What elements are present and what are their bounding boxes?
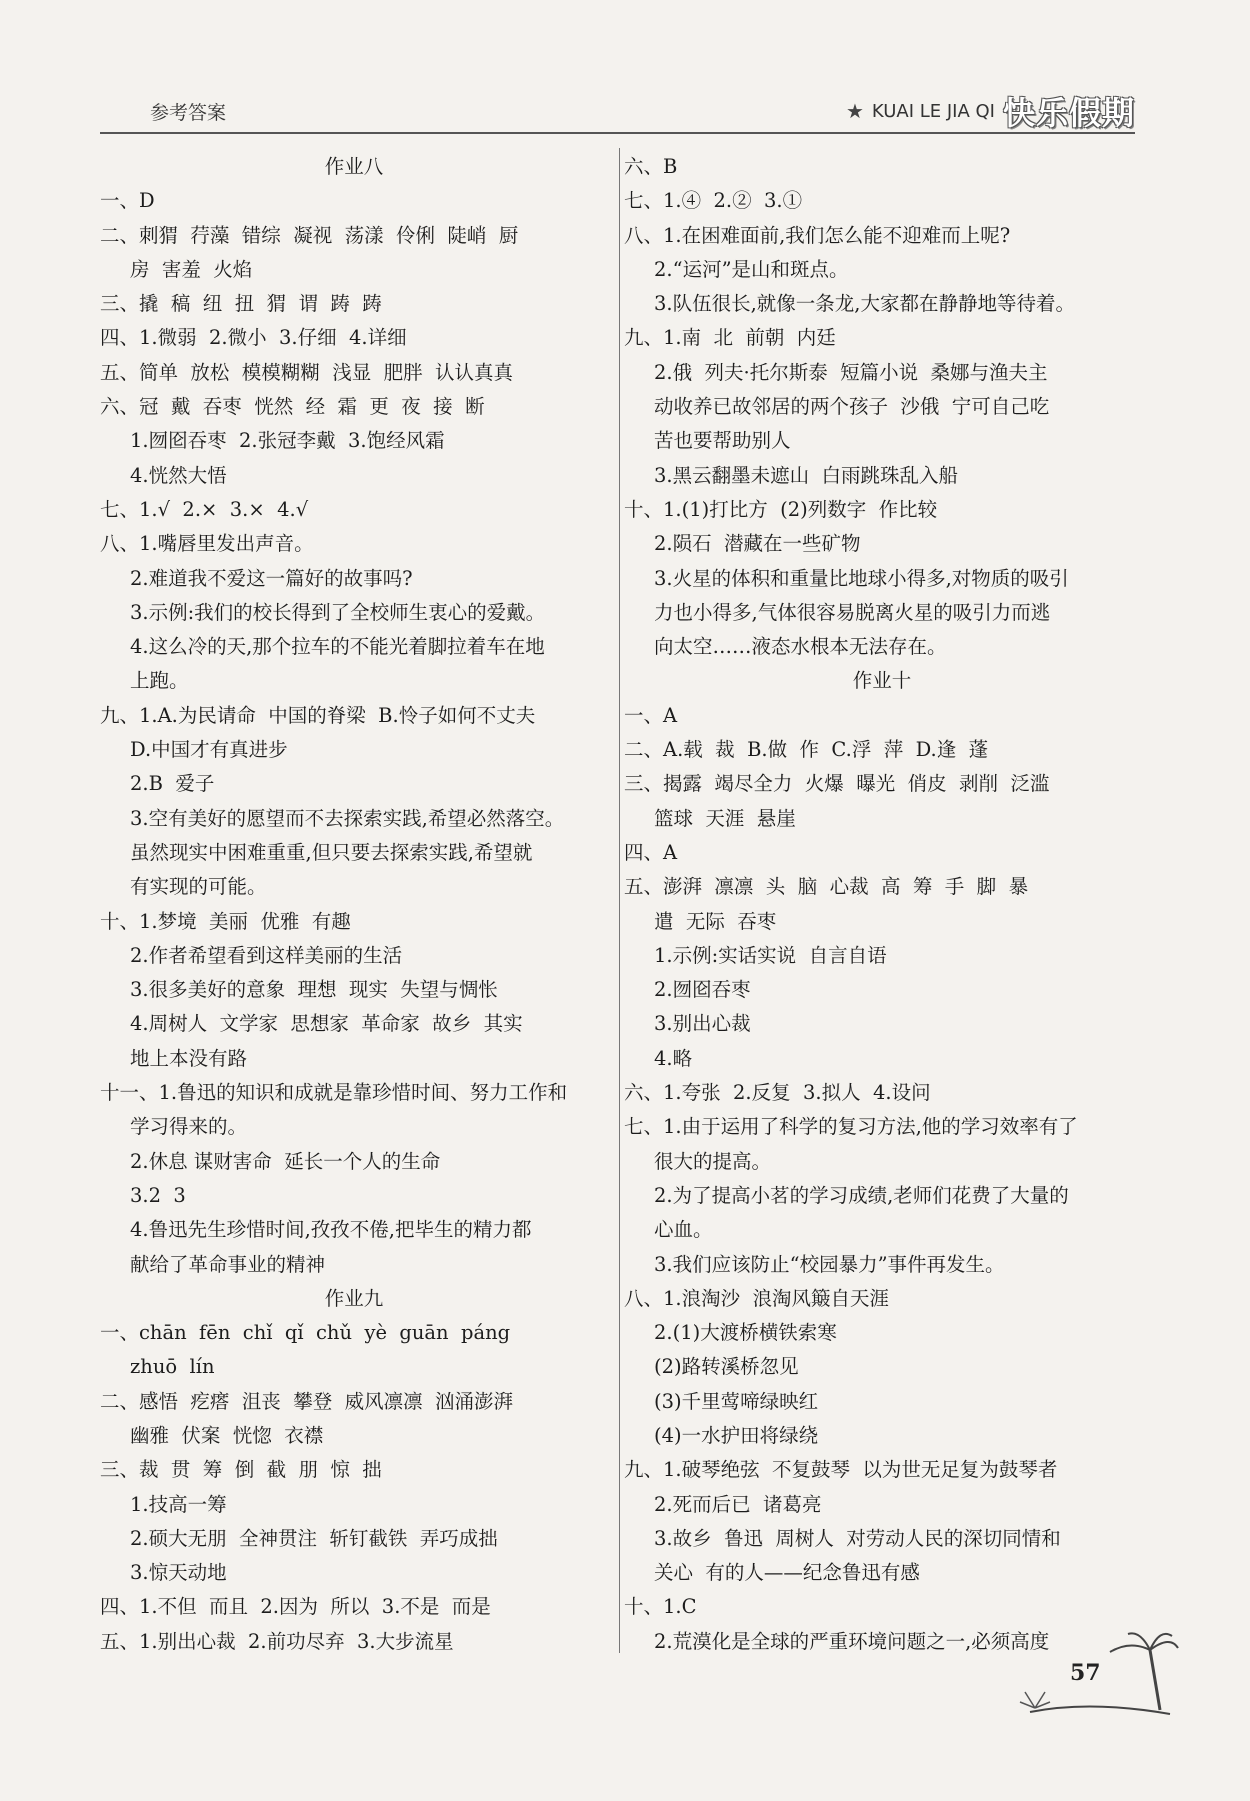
answer-line: 六、冠 戴 吞枣 恍然 经 霜 更 夜 接 断	[100, 395, 485, 419]
answer-line: 4.周树人 文学家 思想家 革命家 故乡 其实	[130, 1012, 523, 1036]
answer-line: 3.惊天动地	[130, 1561, 227, 1585]
answer-line: 3.空有美好的愿望而不去探索实践,希望必然落空。	[130, 806, 565, 830]
answer-line: 九、1.A.为民请命 中国的脊梁 B.怜子如何不丈夫	[100, 703, 536, 727]
answer-line: 十、1.(1)打比方 (2)列数字 作比较	[624, 497, 938, 521]
answer-line: 九、1.破琴绝弦 不复鼓琴 以为世无足复为鼓琴者	[624, 1458, 1058, 1482]
answer-line: 五、简单 放松 模模糊糊 浅显 肥胖 认认真真	[100, 360, 513, 384]
answer-line: 4.这么冷的天,那个拉车的不能光着脚拉着车在地	[130, 635, 545, 659]
answer-line: 十、1.梦境 美丽 优雅 有趣	[100, 909, 351, 933]
answer-line: zhuō lín	[130, 1355, 215, 1379]
answer-line: (4)一水护田将绿绕	[654, 1423, 819, 1447]
answer-line: 一、A	[624, 703, 678, 727]
answer-line: 一、chān fēn chǐ qǐ chǔ yè guān páng	[100, 1321, 511, 1345]
header-left-label: 参考答案	[150, 102, 227, 124]
star-icon: ★	[845, 99, 864, 123]
answer-line: 篮球 天涯 悬崖	[654, 806, 796, 830]
answer-line: 2.死而后已 诸葛亮	[654, 1492, 822, 1516]
answer-line: 2.B 爱子	[130, 772, 215, 796]
answer-line: 五、1.别出心裁 2.前功尽弃 3.大步流星	[100, 1629, 454, 1653]
section-title: 作业十	[852, 669, 912, 693]
answer-line: 2.难道我不爱这一篇好的故事吗?	[130, 566, 413, 590]
page-header	[100, 92, 1135, 134]
answer-line: 2.陨石 潜藏在一些矿物	[654, 532, 861, 556]
column-divider	[619, 148, 620, 1653]
answer-line: 三、揭露 竭尽全力 火爆 曝光 俏皮 剥削 泛滥	[624, 772, 1050, 796]
answer-line: (2)路转溪桥忽见	[654, 1355, 799, 1379]
answer-line: 三、撬 稿 纽 扭 猬 谓 踌 踌	[100, 292, 382, 316]
answer-line: 八、1.嘴唇里发出声音。	[100, 532, 314, 556]
answer-line: 2.为了提高小茗的学习成绩,老师们花费了大量的	[654, 1183, 1069, 1207]
answer-line: 七、1.由于运用了科学的复习方法,他的学习效率有了	[624, 1115, 1078, 1139]
answer-line: 二、刺猬 荇藻 错综 凝视 荡漾 伶俐 陡峭 厨	[100, 223, 519, 247]
answer-line: 力也小得多,气体很容易脱离火星的吸引力而逃	[654, 600, 1051, 624]
answer-line: 二、A.载 裁 B.做 作 C.浮 萍 D.逢 蓬	[624, 738, 989, 762]
answer-line: 4.鲁迅先生珍惜时间,孜孜不倦,把毕生的精力都	[130, 1218, 532, 1242]
answer-line: 3.2 3	[130, 1183, 186, 1207]
answer-line: 七、1.√ 2.× 3.× 4.√	[100, 497, 309, 521]
header-pinyin: KUAI LE JIA QI	[871, 100, 995, 122]
answer-line: 4.略	[654, 1046, 693, 1070]
section-title: 作业八	[324, 155, 384, 178]
answer-line: 幽雅 伏案 恍惚 衣襟	[130, 1423, 324, 1447]
answer-line: 2.囫囵吞枣	[654, 978, 751, 1002]
right-column	[624, 150, 1140, 1659]
answer-line: 四、1.不但 而且 2.因为 所以 3.不是 而是	[100, 1595, 491, 1619]
answer-line: 七、1.④ 2.② 3.①	[624, 189, 803, 213]
header-brand	[846, 88, 1135, 134]
answer-line: 3.示例:我们的校长得到了全校师生衷心的爱戴。	[130, 600, 546, 624]
answer-line: 献给了革命事业的精神	[130, 1252, 326, 1276]
left-column	[100, 150, 608, 1659]
answer-line: 2.(1)大渡桥横铁索寒	[654, 1321, 837, 1345]
answer-line: 2.休息 谋财害命 延长一个人的生命	[130, 1149, 441, 1173]
page-number: 57	[1070, 1660, 1101, 1686]
answer-line: 2.作者希望看到这样美丽的生活	[130, 943, 403, 967]
answer-line: 地上本没有路	[130, 1046, 248, 1070]
answer-line: 3.我们应该防止“校园暴力”事件再发生。	[654, 1252, 1005, 1276]
answer-line: 十一、1.鲁迅的知识和成就是靠珍惜时间、努力工作和	[100, 1081, 568, 1105]
answer-line: 六、1.夸张 2.反复 3.拟人 4.设问	[624, 1081, 931, 1105]
header-logo: 快乐假期	[1002, 94, 1135, 132]
answer-line: 房 害羞 火焰	[130, 257, 253, 281]
answer-line: 九、1.南 北 前朝 内廷	[624, 326, 836, 350]
answer-line: 4.恍然大悟	[130, 463, 227, 487]
answer-line: 二、感悟 疙瘩 沮丧 攀登 威风凛凛 汹涌澎湃	[100, 1389, 513, 1413]
answer-line: 十、1.C	[624, 1595, 697, 1619]
answer-line: 3.队伍很长,就像一条龙,大家都在静静地等待着。	[654, 292, 1076, 316]
answer-line: 2.“运河”是山和斑点。	[654, 257, 849, 281]
answer-line: 有实现的可能。	[130, 875, 267, 899]
answer-line: 3.很多美好的意象 理想 现实 失望与惆怅	[130, 978, 498, 1002]
answer-line: 1.囫囵吞枣 2.张冠李戴 3.饱经风霜	[130, 429, 445, 453]
answer-line: 2.硕大无朋 全神贯注 斩钉截铁 弄巧成拙	[130, 1526, 498, 1550]
answer-line: 2.俄 列夫·托尔斯泰 短篇小说 桑娜与渔夫主	[654, 360, 1048, 384]
answer-line: 2.荒漠化是全球的严重环境问题之一,必须高度	[654, 1629, 1050, 1653]
answer-line: 1.示例:实话实说 自言自语	[654, 943, 887, 967]
answer-line: D.中国才有真进步	[130, 738, 288, 762]
answer-line: 八、1.在困难面前,我们怎么能不迎难而上呢?	[624, 223, 1011, 247]
answer-line: 六、B	[624, 155, 678, 178]
answer-line: 上跑。	[130, 669, 189, 693]
answer-line: 很大的提高。	[654, 1149, 772, 1173]
answer-line: (3)千里莺啼绿映红	[654, 1389, 819, 1413]
answer-line: 三、裁 贯 筹 倒 截 朋 惊 拙	[100, 1458, 382, 1482]
answer-line: 一、D	[100, 189, 155, 213]
answer-line: 3.别出心裁	[654, 1012, 751, 1036]
answer-line: 遣 无际 吞枣	[654, 909, 777, 933]
answer-line: 3.火星的体积和重量比地球小得多,对物质的吸引	[654, 566, 1069, 590]
answer-line: 四、A	[624, 840, 678, 864]
answer-line: 苦也要帮助别人	[654, 429, 791, 453]
answer-line: 3.故乡 鲁迅 周树人 对劳动人民的深切同情和	[654, 1526, 1061, 1550]
answer-line: 四、1.微弱 2.微小 3.仔细 4.详细	[100, 326, 407, 350]
section-title: 作业九	[324, 1286, 384, 1310]
answer-line: 动收养已故邻居的两个孩子 沙俄 宁可自己吃	[654, 395, 1050, 419]
answer-line: 学习得来的。	[130, 1115, 248, 1139]
answer-line: 向太空……液态水根本无法存在。	[654, 635, 947, 659]
answer-line: 1.技高一筹	[130, 1492, 227, 1516]
answer-line: 虽然现实中困难重重,但只要去探索实践,希望就	[130, 840, 533, 864]
answer-line: 心血。	[654, 1218, 713, 1242]
answer-line: 五、澎湃 凛凛 头 脑 心裁 高 筹 手 脚 暴	[624, 875, 1029, 899]
answer-line: 3.黑云翻墨未遮山 白雨跳珠乱入船	[654, 463, 959, 487]
answer-line: 八、1.浪淘沙 浪淘风簸自天涯	[624, 1286, 890, 1310]
answer-line: 关心 有的人——纪念鲁迅有感	[654, 1561, 920, 1585]
